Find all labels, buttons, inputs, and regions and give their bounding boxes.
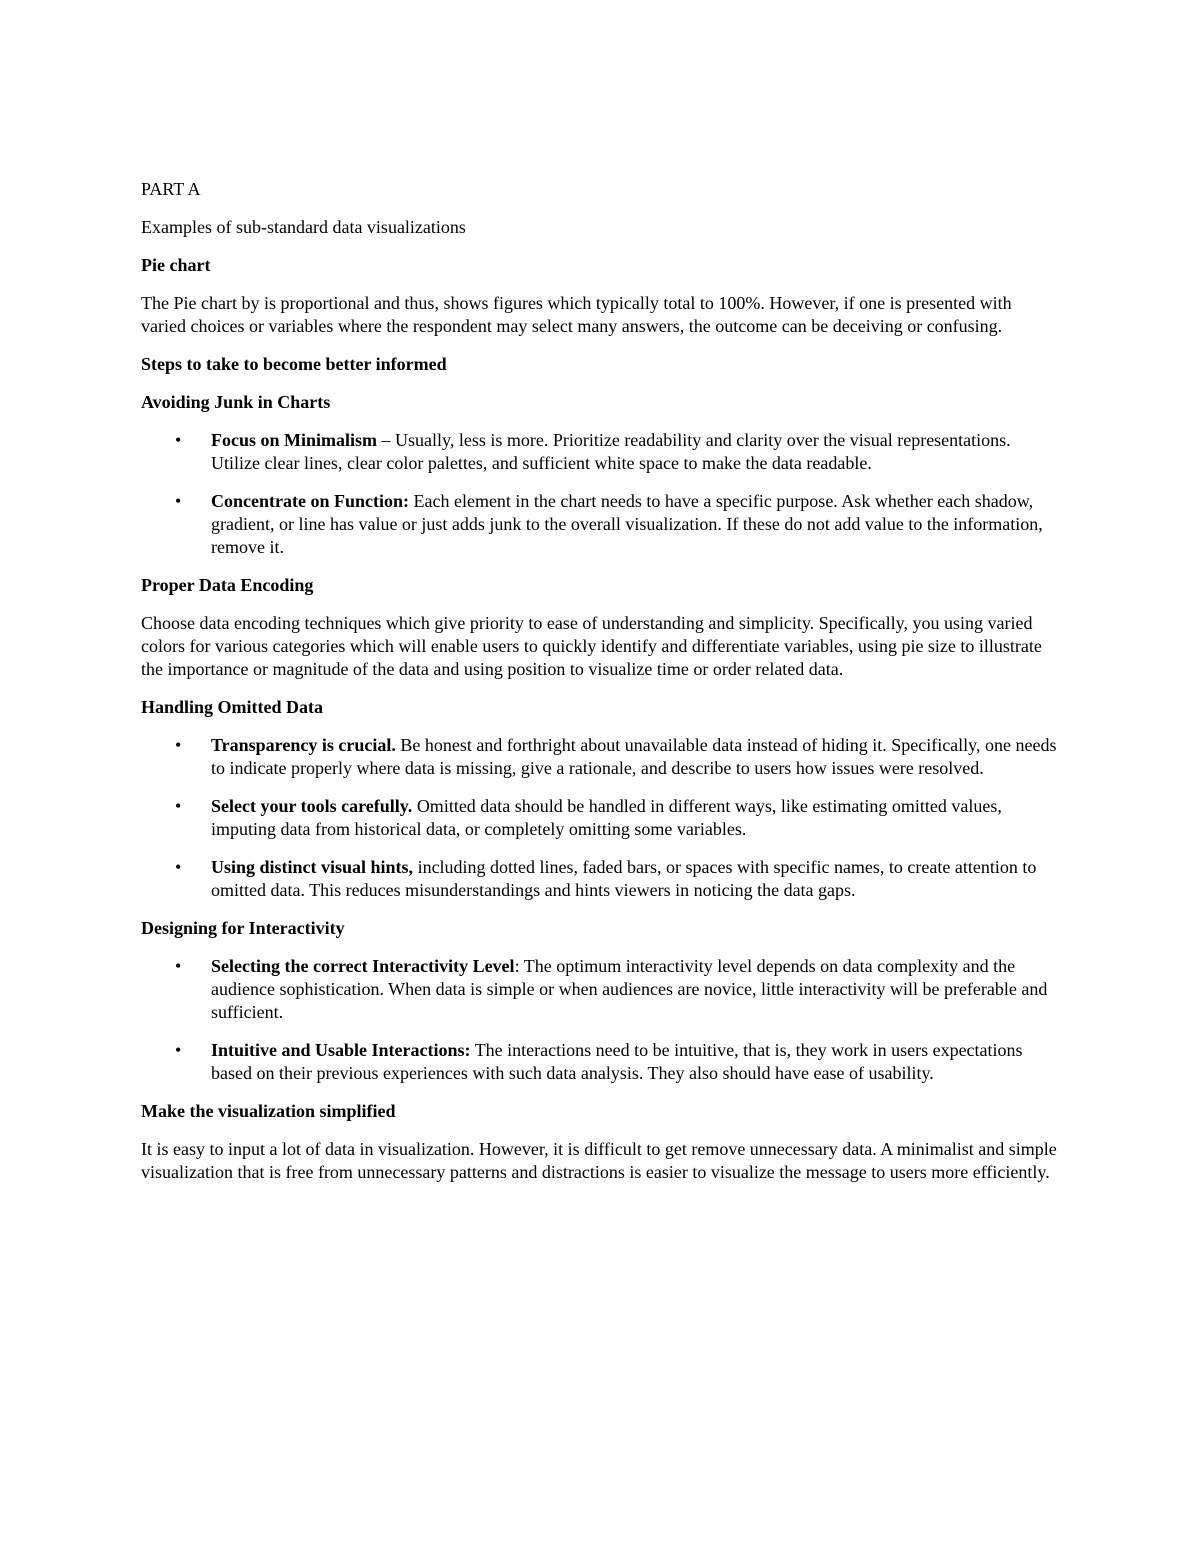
steps-heading: Steps to take to become better informed: [141, 354, 447, 374]
list-item: [141, 734, 1061, 780]
part-title: PART A: [141, 179, 201, 199]
encoding-paragraph: Choose data encoding techniques which give priority to ease of understanding and simplicity. Specifically, you using varied colors for various categories which will enable users to quickly identify and differentiate variables, using pie size to illustrate the importance or magnitude of the data and using position to visualize time or order related data.: [141, 613, 1042, 679]
document-page: [141, 178, 1061, 1199]
interactivity-bullet-list: [141, 955, 1061, 1085]
list-item: [141, 429, 1061, 475]
list-item: [141, 490, 1061, 559]
bullet-icon: •: [175, 430, 182, 450]
list-item: [141, 1039, 1061, 1085]
bullet-icon: •: [175, 956, 182, 976]
bullet-icon: •: [175, 857, 182, 877]
list-item: [141, 856, 1061, 902]
omitted-heading: Handling Omitted Data: [141, 697, 324, 717]
pie-chart-heading: Pie chart: [141, 255, 211, 275]
bullet-term: Selecting the correct Interactivity Level: [211, 956, 515, 976]
document-subtitle: Examples of sub-standard data visualizations: [141, 217, 466, 237]
bullet-text: – Usually, less is more. Prioritize readability and clarity over the visual representations. Utilize clear lines, clear color palettes, and sufficient white space to make the data readable.: [211, 430, 1011, 473]
simplified-heading: Make the visualization simplified: [141, 1101, 396, 1121]
bullet-text: including dotted lines, faded bars, or spaces with specific names, to create attention to omitted data. This reduces misunderstandings and hints viewers in noticing the data gaps.: [211, 857, 1037, 900]
bullet-icon: •: [175, 1040, 182, 1060]
pie-chart-paragraph: The Pie chart by is proportional and thus, shows figures which typically total to 100%. However, if one is presented with varied choices or variables where the respondent may select many answers, the outcome can be deceiving or confusing.: [141, 293, 1012, 336]
bullet-text: The interactions need to be intuitive, that is, they work in users expectations based on their previous experiences with such data analysis. They also should have ease of usability.: [211, 1040, 1023, 1083]
bullet-term: Select your tools carefully.: [211, 796, 413, 816]
bullet-term: Transparency is crucial.: [211, 735, 396, 755]
bullet-text: Each element in the chart needs to have a specific purpose. Ask whether each shadow, gradient, or line has value or just adds junk to the overall visualization. If these do not add value to the information, remove it.: [211, 491, 1043, 557]
omitted-bullet-list: [141, 734, 1061, 902]
simplified-paragraph: It is easy to input a lot of data in visualization. However, it is difficult to get remove unnecessary data. A minimalist and simple visualization that is free from unnecessary patterns and distractions is easier to visualize the message to users more efficiently.: [141, 1139, 1057, 1182]
junk-bullet-list: [141, 429, 1061, 559]
bullet-term: Intuitive and Usable Interactions:: [211, 1040, 471, 1060]
bullet-icon: •: [175, 491, 182, 511]
bullet-term: Using distinct visual hints,: [211, 857, 414, 877]
bullet-text: Be honest and forthright about unavailable data instead of hiding it. Specifically, one needs to indicate properly where data is missing, give a rationale, and describe to users how issues were resolved.: [211, 735, 1057, 778]
list-item: [141, 795, 1061, 841]
bullet-term: Concentrate on Function:: [211, 491, 409, 511]
bullet-icon: •: [175, 796, 182, 816]
bullet-text: Omitted data should be handled in different ways, like estimating omitted values, imputing data from historical data, or completely omitting some variables.: [211, 796, 1002, 839]
interactivity-heading: Designing for Interactivity: [141, 918, 345, 938]
encoding-heading: Proper Data Encoding: [141, 575, 314, 595]
list-item: [141, 955, 1061, 1024]
bullet-term: Focus on Minimalism: [211, 430, 378, 450]
bullet-text: : The optimum interactivity level depends on data complexity and the audience sophistication. When data is simple or when audiences are novice, little interactivity will be preferable and sufficient.: [211, 956, 1048, 1022]
bullet-icon: •: [175, 735, 182, 755]
junk-heading: Avoiding Junk in Charts: [141, 392, 331, 412]
